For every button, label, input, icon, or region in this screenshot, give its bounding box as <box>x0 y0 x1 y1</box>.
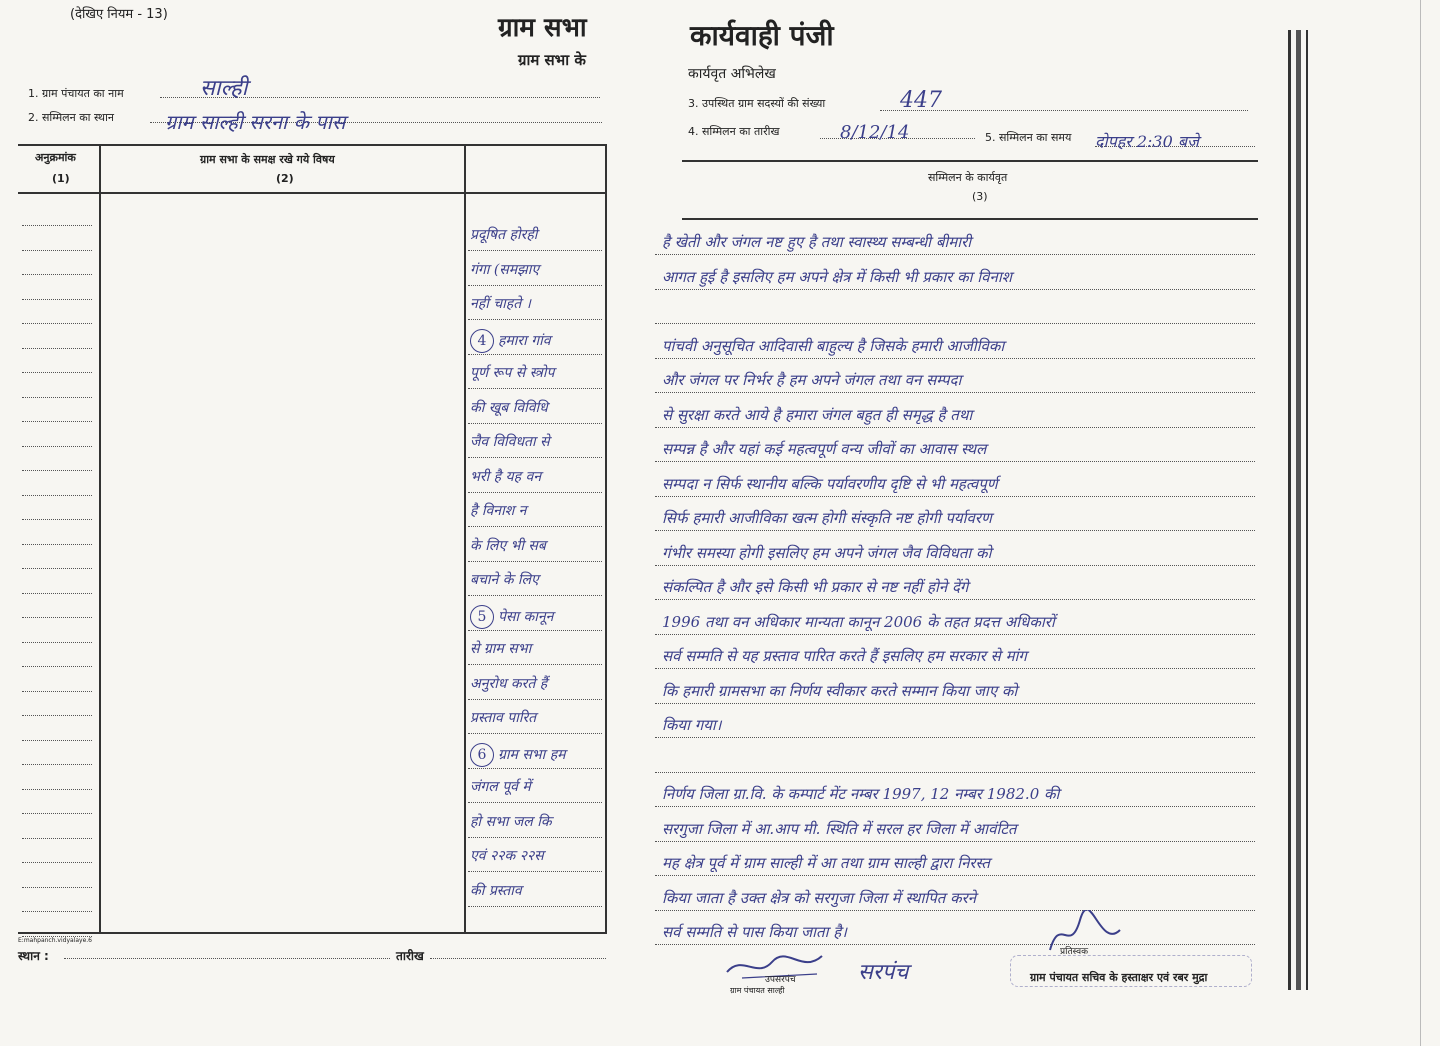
field-date-value: 8/12/14 <box>840 122 910 143</box>
footer-date-line <box>430 958 606 959</box>
field-members-value: 447 <box>900 88 942 113</box>
col3-row-dots <box>468 492 602 493</box>
field-venue-value: ग्राम साल्ही सरना के पास <box>165 110 346 134</box>
col3-note-line <box>470 743 566 767</box>
minutes-line: संकल्पित है और इसे किसी भी प्रकार से नष्ट नहीं होने देंगे <box>662 578 969 596</box>
right-header-bottom-line <box>682 218 1258 220</box>
col3-note-text: से ग्राम सभा <box>470 641 532 657</box>
minutes-line: से सुरक्षा करते आये है हमारा जंगल बहुत ही समृद्ध है तथा <box>662 405 973 424</box>
col1-row-dots <box>22 764 92 765</box>
minutes-line: किया जाता है उक्त क्षेत्र को सरगुजा जिला में स्थापित करने <box>662 888 977 907</box>
minutes-rule-line <box>655 737 1255 738</box>
right-page-title: कार्यवाही पंजी <box>690 19 834 52</box>
minutes-line: सर्व सम्मति से पास किया जाता है। <box>662 923 847 941</box>
left-table-bottom-line <box>18 932 606 934</box>
col2-number: (2) <box>276 172 294 185</box>
col3-row-dots <box>468 561 602 562</box>
minutes-rule-line <box>655 358 1255 359</box>
col1-row-dots <box>22 666 92 667</box>
minutes-line: आगत हुई है इसलिए हम अपने क्षेत्र में किसी भी प्रकार का विनाश <box>662 267 1012 286</box>
col3-note-line <box>470 605 553 629</box>
minutes-line: सिर्फ हमारी आजीविका खत्म होगी संस्कृति नष्ट होगी पर्यावरण <box>662 509 992 527</box>
circled-item-number: 6 <box>470 743 494 767</box>
col1-row-dots <box>22 813 92 814</box>
minutes-line: और जंगल पर निर्भर है हम अपने जंगल तथा वन सम्पदा <box>662 371 962 389</box>
col3-note-line <box>470 846 544 865</box>
minutes-line: सम्पन्न है और यहां कई महत्वपूर्ण वन्य जीवों का आवास स्थल <box>662 440 987 458</box>
col1-number: (1) <box>52 172 70 185</box>
printer-mark: E:mahpanch.vidyalaye.6 <box>18 937 92 944</box>
col3-row-dots <box>468 354 602 355</box>
col3-row-dots <box>468 423 602 424</box>
col3-note-line <box>470 674 547 693</box>
minutes-rule-line <box>655 634 1255 635</box>
signature-right-printed: ग्राम पंचायत सचिव के हस्ताक्षर एवं रबर मुद्रा <box>1030 971 1208 984</box>
col1-row-dots <box>22 323 92 324</box>
col3-row-dots <box>468 768 602 769</box>
minutes-rule-line <box>655 910 1255 911</box>
minutes-rule-line <box>655 599 1255 600</box>
col3-row-dots <box>468 388 602 389</box>
col3-row-dots <box>468 526 602 527</box>
circled-item-number: 5 <box>470 605 494 629</box>
left-table-header-line <box>18 192 606 194</box>
col3-note-line <box>470 398 548 417</box>
col3-note-text: प्रस्ताव पारित <box>470 710 537 726</box>
col1-row-dots <box>22 691 92 692</box>
col1-row-dots <box>22 568 92 569</box>
left-table-top-line <box>18 144 606 146</box>
col3-note-text: भरी है यह वन <box>470 468 542 485</box>
col3-row-dots <box>468 664 602 665</box>
left-table-right-edge <box>605 144 607 934</box>
col3-row-dots <box>468 595 602 596</box>
signature-left-sub: ग्राम पंचायत साल्ही <box>730 986 785 995</box>
minutes-line: पांचवी अनुसूचित आदिवासी बाहुल्य है जिसके हमारी आजीविका <box>662 336 1005 355</box>
col3-note-line <box>470 881 522 900</box>
col3-row-dots <box>468 906 602 907</box>
col3-note-text: प्रदूषित होरही <box>470 227 538 243</box>
minutes-rule-line <box>655 254 1255 255</box>
col3-note-line <box>470 570 539 589</box>
minutes-rule-line <box>655 496 1255 497</box>
col1-row-dots <box>22 470 92 471</box>
signature-left-label: उपसरपंच <box>765 975 796 985</box>
field-date-label: 4. सम्मिलन का तारीख <box>688 125 780 138</box>
col3-note-text: पेसा कानून <box>498 608 554 625</box>
col3-row-dots <box>468 733 602 734</box>
circled-item-number: 4 <box>470 329 494 353</box>
col3-note-line <box>470 639 531 658</box>
binding-edge-2 <box>1296 30 1301 990</box>
col3-note-text: पूर्ण रूप से स्त्रोप <box>470 365 555 381</box>
right-page-subtitle: कार्यवृत अभिलेख <box>688 66 776 82</box>
col3-note-text: की खूब विविधि <box>470 399 548 416</box>
col1-row-dots <box>22 544 92 545</box>
page-edge-right <box>1420 0 1421 1046</box>
minutes-line: सम्पदा न सिर्फ स्थानीय बल्कि पर्यावरणीय दृष्टि से भी महत्वपूर्ण <box>662 474 998 493</box>
minutes-rule-line <box>655 841 1255 842</box>
minutes-rule-line <box>655 875 1255 876</box>
minutes-rule-line <box>655 530 1255 531</box>
col1-row-dots <box>22 495 92 496</box>
col3-note-text: गंगा (समझाए <box>470 261 540 278</box>
col3-note-text: अनुरोध करते हैं <box>470 675 548 692</box>
col1-row-dots <box>22 250 92 251</box>
col3-row-dots <box>468 699 602 700</box>
col3-note-line <box>470 812 552 831</box>
binding-edge-3 <box>1306 30 1308 990</box>
field-panchayat-label: 1. ग्राम पंचायत का नाम <box>28 87 124 100</box>
col3-note-line <box>470 708 536 727</box>
footer-date: तारीख <box>396 949 424 963</box>
col1-row-dots <box>22 887 92 888</box>
col1-row-dots <box>22 348 92 349</box>
col3-note-text: है विनाश न <box>470 503 527 519</box>
col3-note-line <box>470 329 551 353</box>
col3-note-text: ग्राम सभा हम <box>498 746 566 763</box>
minutes-line: मह क्षेत्र पूर्व में ग्राम साल्ही में आ तथा ग्राम साल्ही द्वारा निरस्त <box>662 854 990 872</box>
minutes-line: सरगुजा जिला में आ.आप मी. स्थिति में सरल हर जिला में आवंटित <box>662 819 1017 838</box>
col3-note-text: जैव विविधता से <box>470 434 550 450</box>
minutes-line: किया गया। <box>662 716 722 734</box>
col3-note-text: जंगल पूर्व में <box>470 779 531 795</box>
col3-note-line <box>470 363 554 382</box>
col3-row-dots <box>468 837 602 838</box>
col1-row-dots <box>22 789 92 790</box>
col3-note-line <box>470 432 550 451</box>
col3-note-line <box>470 467 541 486</box>
col1-row-dots <box>22 274 92 275</box>
col1-header: अनुक्रमांक <box>35 151 76 164</box>
minutes-rule-line <box>655 565 1255 566</box>
field-time-value: दोपहर 2:30 बजे <box>1095 132 1199 151</box>
right-header-top-line <box>682 160 1258 162</box>
col1-row-dots <box>22 372 92 373</box>
minutes-line: गंभीर समस्या होगी इसलिए हम अपने जंगल जैव विविधता को <box>662 543 992 562</box>
footer-place: स्थान : <box>18 949 49 963</box>
col1-row-dots <box>22 642 92 643</box>
minutes-line: निर्णय जिला ग्रा.वि. के कम्पार्ट मेंट नम्बर 1997, 12 नम्बर 1982.0 की <box>662 785 1060 803</box>
col1-row-dots <box>22 617 92 618</box>
col3-note-line <box>470 536 546 555</box>
minutes-rule-line <box>655 461 1255 462</box>
field-members-label: 3. उपस्थित ग्राम सदस्यों की संख्या <box>688 97 826 110</box>
left-page-title: ग्राम सभा <box>498 13 587 43</box>
col2-header: ग्राम सभा के समक्ष रखे गये विषय <box>200 153 335 166</box>
col3-row-dots <box>468 871 602 872</box>
left-page-subtitle: ग्राम सभा के <box>518 51 586 69</box>
binding-edge-1 <box>1288 30 1291 990</box>
minutes-rule-line <box>655 772 1255 773</box>
col3-row-dots <box>468 457 602 458</box>
col1-row-dots <box>22 715 92 716</box>
col1-row-dots <box>22 225 92 226</box>
col3-note-text: नहीं चाहते । <box>470 296 531 312</box>
left-col-divider-1 <box>99 144 101 934</box>
field-time-label: 5. सम्मिलन का समय <box>985 131 1072 144</box>
col3-note-line <box>470 260 539 279</box>
field-venue-label: 2. सम्मिलन का स्थान <box>28 111 115 124</box>
col3-note-line <box>470 225 537 244</box>
col1-row-dots <box>22 397 92 398</box>
col3-row-dots <box>468 319 602 320</box>
minutes-rule-line <box>655 703 1255 704</box>
col1-row-dots <box>22 911 92 912</box>
minutes-rule-line <box>655 427 1255 428</box>
col3-note-line <box>470 294 531 313</box>
col3-note-text: के लिए भी सब <box>470 537 546 554</box>
minutes-line: कि हमारी ग्रामसभा का निर्णय स्वीकार करते सम्मान किया जाए को <box>662 681 1018 700</box>
minutes-header-number: (3) <box>972 190 988 203</box>
rule-reference: (देखिए नियम - 13) <box>70 7 168 22</box>
minutes-rule-line <box>655 668 1255 669</box>
minutes-rule-line <box>655 323 1255 324</box>
col3-note-line <box>470 777 531 796</box>
footer-place-line <box>64 958 390 959</box>
col3-note-text: एवं २२क २२स <box>470 848 544 864</box>
col1-row-dots <box>22 421 92 422</box>
minutes-line: सर्व सम्मति से यह प्रस्ताव पारित करते हैं इसलिए हम सरकार से मांग <box>662 647 1027 665</box>
minutes-rule-line <box>655 806 1255 807</box>
col1-row-dots <box>22 740 92 741</box>
rubber-stamp <box>1010 955 1252 987</box>
col3-note-text: हमारा गांव <box>498 332 551 349</box>
col3-note-line <box>470 501 526 520</box>
minutes-rule-line <box>655 392 1255 393</box>
col3-note-text: बचाने के लिए <box>470 572 539 588</box>
minutes-line: है खेती और जंगल नष्ट हुए है तथा स्वास्थ्य सम्बन्धी बीमारी <box>662 233 972 251</box>
col1-row-dots <box>22 519 92 520</box>
left-col-divider-2 <box>464 144 466 934</box>
minutes-header: सम्मिलन के कार्यवृत <box>928 171 1008 184</box>
col3-row-dots <box>468 802 602 803</box>
signature-sarpanch: सरपंच <box>858 960 909 985</box>
signature-right-label: प्रतिस्वक <box>1060 947 1088 957</box>
col1-row-dots <box>22 446 92 447</box>
col1-row-dots <box>22 862 92 863</box>
col1-row-dots <box>22 593 92 594</box>
field-panchayat-value: साल्ही <box>200 76 248 101</box>
minutes-line: 1996 तथा वन अधिकार मान्यता कानून 2006 के तहत प्रदत्त अधिकारों <box>662 612 1055 631</box>
col3-note-text: हो सभा जल कि <box>470 813 552 830</box>
col1-row-dots <box>22 838 92 839</box>
col3-note-text: की प्रस्ताव <box>470 882 522 899</box>
col3-row-dots <box>468 285 602 286</box>
col3-row-dots <box>468 630 602 631</box>
col1-row-dots <box>22 299 92 300</box>
col3-row-dots <box>468 250 602 251</box>
minutes-rule-line <box>655 289 1255 290</box>
